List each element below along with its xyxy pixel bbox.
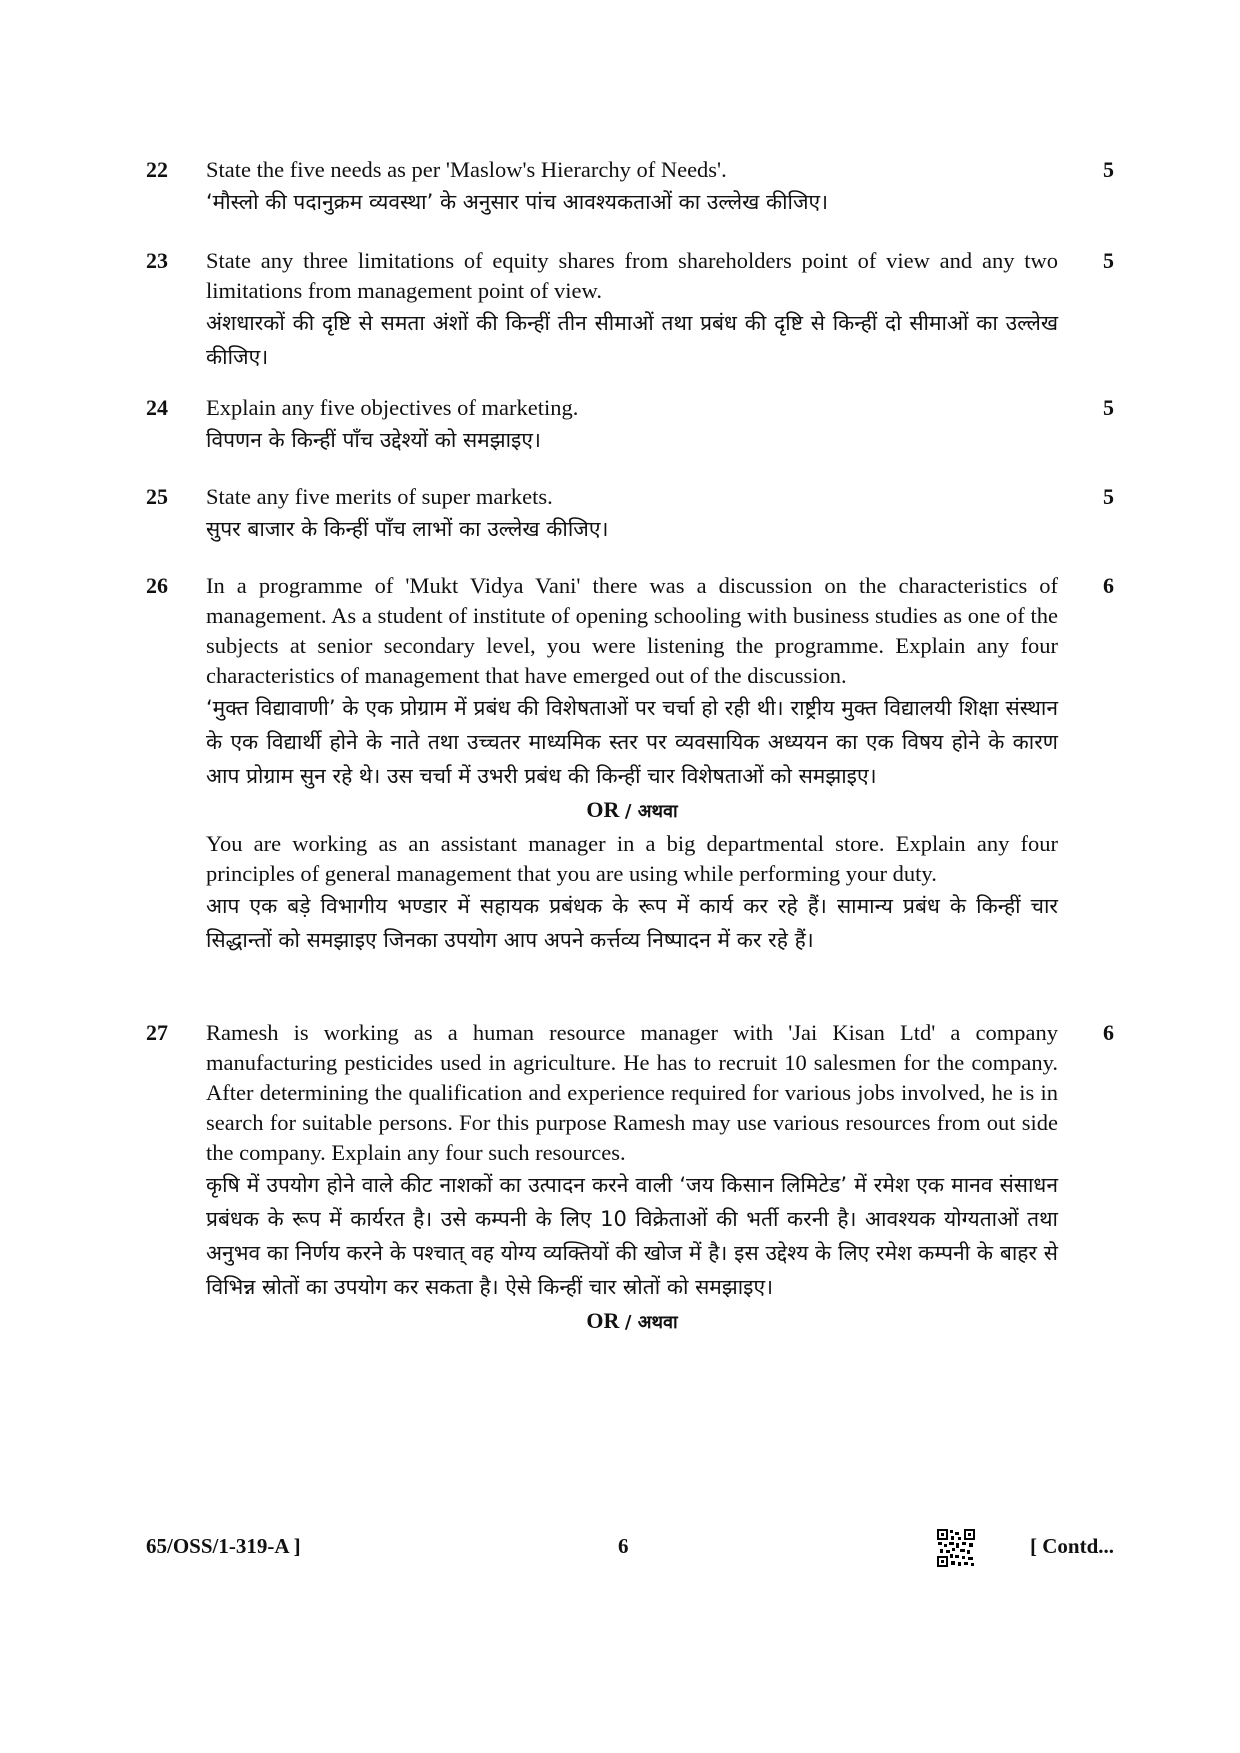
question-marks: 5 <box>1103 484 1114 509</box>
or-divider <box>206 1304 1058 1340</box>
paper-code: 65/OSS/1-319-A ] <box>146 1534 301 1558</box>
question-text-hindi: ‘मुक्त विद्यावाणी’ के एक प्रोग्राम में प्रबंध की विशेषताओं पर चर्चा हो रही थी। राष्ट्रीय मुक्त विद्यालयी शिक्षा संस्थान के एक विद्यार्थी होने के नाते तथा उच्चतर माध्यमिक स्तर पर व्यवसायिक अध्ययन का एक विषय होने के कारण आप प्रोग्राम सुन रहे थे। उस चर्चा में उभरी प्रबंध की किन्हीं चार विशेषताओं को समझाइए। <box>206 696 1058 788</box>
question-marks: 5 <box>1103 157 1114 182</box>
or-english: OR <box>586 1308 620 1333</box>
question-marks: 5 <box>1103 248 1114 273</box>
or-english: OR <box>586 797 620 822</box>
question-number: 24 <box>146 395 168 420</box>
question-number: 27 <box>146 1020 168 1045</box>
question-text-english: State any three limitations of equity shares from shareholders point of view and any two limitations from management point of view. <box>206 248 1058 303</box>
question-marks: 5 <box>1103 395 1114 420</box>
question-text-english: State any five merits of super markets. <box>206 484 553 509</box>
question-marks: 6 <box>1103 1020 1114 1045</box>
qr-code-graphic <box>936 1528 976 1568</box>
question-text-hindi: सुपर बाजार के किन्हीं पाँच लाभों का उल्लेख कीजिए। <box>206 517 609 541</box>
page-footer <box>146 1528 1114 1568</box>
or-hindi: / अथवा <box>624 801 678 822</box>
question-text-english: Explain any five objectives of marketing. <box>206 395 579 420</box>
question-number: 23 <box>146 248 168 273</box>
question-text-english: In a programme of 'Mukt Vidya Vani' there was a discussion on the characteristics of management. As a student of institute of opening schooling with business studies as one of the subjects at senior secondary level, you were listening the programme. Explain any four characteristics of management that have emerged out of the discussion. <box>206 573 1058 688</box>
alternative-text-hindi: आप एक बड़े विभागीय भण्डार में सहायक प्रबंधक के रूप में कार्य कर रहे हैं। सामान्य प्रबंध के किन्हीं चार सिद्धान्तों को समझाइए जिनका उपयोग आप अपने कर्त्तव्य निष्पादन में कर रहे हैं। <box>206 894 1058 952</box>
question-number: 25 <box>146 484 168 509</box>
question-text-hindi: अंशधारकों की दृष्टि से समता अंशों की किन्हीं तीन सीमाओं तथा प्रबंध की दृष्टि से किन्हीं दो सीमाओं का उल्लेख कीजिए। <box>206 311 1058 369</box>
question-text-hindi: ‘मौस्लो की पदानुक्रम व्यवस्था’ के अनुसार पांच आवश्यकताओं का उल्लेख कीजिए। <box>206 190 829 214</box>
question-number: 22 <box>146 157 168 182</box>
question-text-english: Ramesh is working as a human resource manager with 'Jai Kisan Ltd' a company manufacturing pesticides used in agriculture. He has to recruit 10 salesmen for the company. After determining the qualification and experience required for various jobs involved, he is in search for suitable persons. For this purpose Ramesh may use various resources from out side the company. Explain any four such resources. <box>206 1020 1058 1165</box>
question-text-english: State the five needs as per 'Maslow's Hierarchy of Needs'. <box>206 157 727 182</box>
question-marks: 6 <box>1103 573 1114 598</box>
continued-marker: [ Contd... <box>1029 1534 1114 1558</box>
question-25 <box>146 482 1114 546</box>
question-26 <box>146 571 1114 957</box>
question-27 <box>146 1018 1114 1340</box>
question-24 <box>146 393 1114 457</box>
alternative-text-english: You are working as an assistant manager in a big departmental store. Explain any four principles of general management that you are using while performing your duty. <box>206 831 1058 886</box>
question-23 <box>146 246 1114 374</box>
or-divider <box>206 793 1058 829</box>
qr-code-icon <box>936 1528 976 1568</box>
page-number: 6 <box>618 1534 629 1558</box>
question-text-hindi: विपणन के किन्हीं पाँच उद्देश्यों को समझाइए। <box>206 428 541 452</box>
question-22 <box>146 155 1114 219</box>
question-number: 26 <box>146 573 168 598</box>
or-hindi: / अथवा <box>624 1312 678 1333</box>
question-text-hindi: कृषि में उपयोग होने वाले कीट नाशकों का उत्पादन करने वाली ‘जय किसान लिमिटेड’ में रमेश एक मानव संसाधन प्रबंधक के रूप में कार्यरत है। उसे कम्पनी के लिए 10 विक्रेताओं की भर्ती करनी है। आवश्यक योग्यताओं तथा अनुभव का निर्णय करने के पश्चात् वह योग्य व्यक्तियों की खोज में है। इस उद्देश्य के लिए रमेश कम्पनी के बाहर से विभिन्न स्रोतों का उपयोग कर सकता है। ऐसे किन्हीं चार स्रोतों को समझाइए। <box>206 1173 1058 1299</box>
